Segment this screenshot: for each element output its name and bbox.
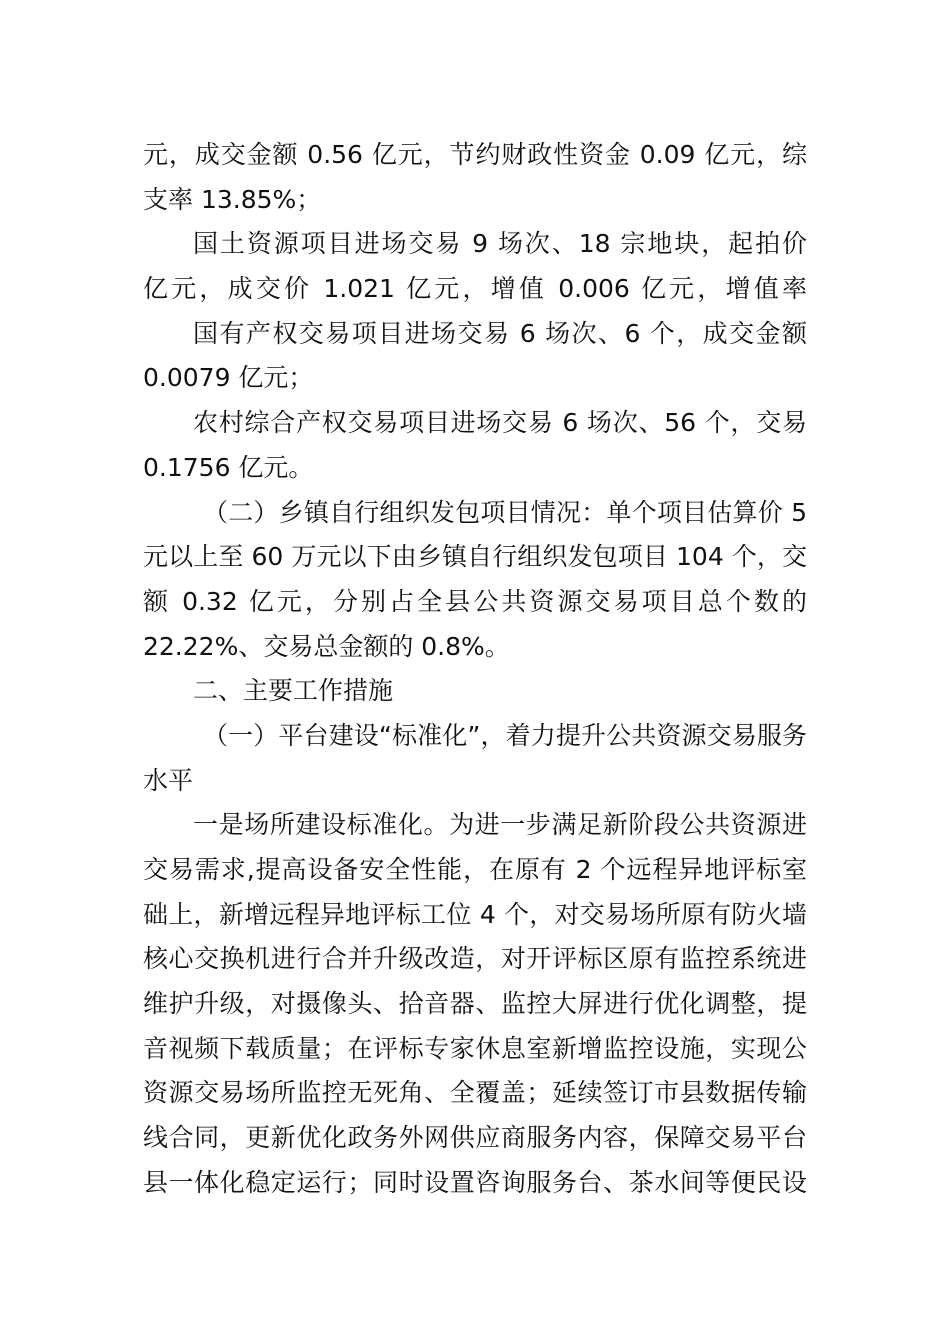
- text-line: 础上，新增远程异地评标工位 4 个，对交易场所原有防火墙: [143, 899, 807, 929]
- text-line: 额 0.32 亿元，分别占全县公共资源交易项目总个数的: [143, 586, 807, 616]
- paragraph-land-resources: 国土资源项目进场交易 9 场次、18 宗地块，起拍价: [193, 229, 807, 259]
- text-line: 线合同，更新优化政务外网供应商服务内容，保障交易平台: [143, 1123, 807, 1153]
- text-line: 0.0079 亿元；: [143, 363, 314, 393]
- paragraph-venue-standardization: 一是场所建设标准化。为进一步满足新阶段公共资源进: [193, 810, 807, 840]
- text-line: 维护升级，对摄像头、拾音器、监控大屏进行优化调整，提: [143, 989, 807, 1019]
- text-line: 核心交换机进行合并升级改造，对开评标区原有监控系统进: [143, 944, 807, 974]
- paragraph-state-property: 国有产权交易项目进场交易 6 场次、6 个，成交金额: [193, 318, 807, 348]
- paragraph-rural-property: 农村综合产权交易项目进场交易 6 场次、56 个，交易: [193, 408, 807, 438]
- text-line: 22.22%、交易总金额的 0.8%。: [143, 631, 510, 661]
- text-line: 0.1756 亿元。: [143, 452, 314, 482]
- body-text: [143, 133, 807, 1206]
- section-heading-main-measures: 二、主要工作措施: [193, 676, 394, 706]
- text-line: 支率 13.85%；: [143, 184, 322, 214]
- text-line: 元以上至 60 万元以下由乡镇自行组织发包项目 104 个，交: [143, 542, 807, 572]
- text-line: 元，成交金额 0.56 亿元，节约财政性资金 0.09 亿元，综: [143, 140, 807, 169]
- subheading-platform-standardization: （一）平台建设“标准化”，着力提升公共资源交易服务: [203, 720, 807, 750]
- text-line: 县一体化稳定运行；同时设置咨询服务台、茶水间等便民设: [143, 1167, 807, 1197]
- text-line: 水平: [143, 765, 194, 795]
- subheading-township-projects: （二）乡镇自行组织发包项目情况：单个项目估算价 5: [203, 497, 807, 527]
- text-line: 交易需求,提高设备安全性能，在原有 2 个远程异地评标室: [143, 855, 807, 884]
- text-line: 亿元，成交价 1.021 亿元，增值 0.006 亿元，增值率: [143, 274, 807, 304]
- text-line: 音视频下载质量；在评标专家休息室新增监控设施，实现公: [143, 1033, 807, 1063]
- text-line: 资源交易场所监控无死角、全覆盖；延续签订市县数据传输: [143, 1078, 807, 1108]
